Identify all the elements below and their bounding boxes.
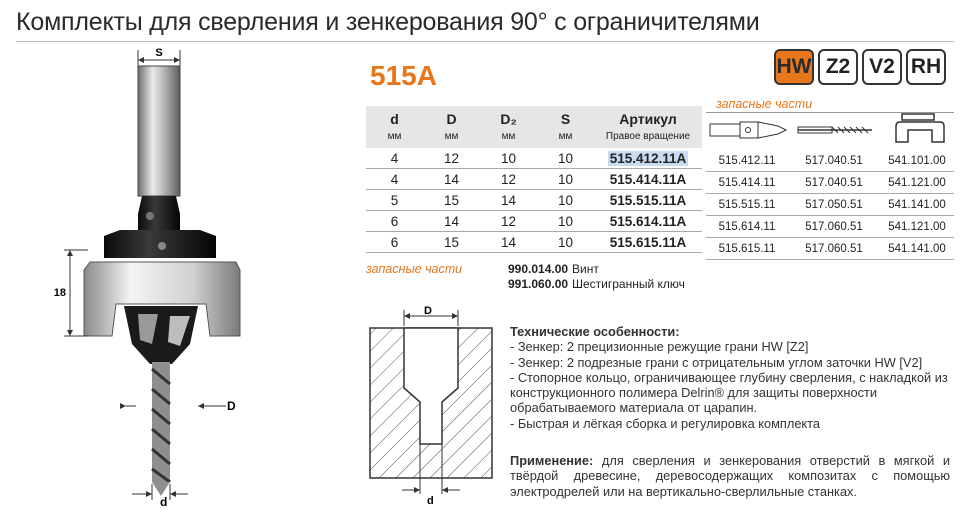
cell: 12: [480, 211, 537, 232]
spare-row: [706, 216, 954, 238]
table-header: [366, 106, 702, 148]
cell: 6: [366, 211, 423, 232]
spare-parts-table: [706, 150, 954, 260]
table-row: [366, 169, 702, 190]
spec-table: [366, 106, 702, 253]
dim-label-height: 18: [53, 287, 66, 299]
page-title: Комплекты для сверления и зенкерования 90° с ограничителями: [16, 8, 760, 36]
article-cell[interactable]: 515.412.11A: [594, 148, 702, 169]
cell: 14: [480, 232, 537, 253]
spare-cell: 517.050.51: [805, 198, 863, 211]
col-header-D2: D₂ мм: [480, 106, 537, 148]
tool-drawing: [40, 44, 270, 510]
cell: 4: [366, 169, 423, 190]
col-header-d: d мм: [366, 106, 423, 148]
countersink-pictogram: [708, 118, 788, 142]
cell: 15: [423, 232, 480, 253]
cell: 14: [480, 190, 537, 211]
spare-cell: 515.412.11: [718, 154, 776, 167]
feature-item: - Быстрая и лёгкая сборка и регулировка комплекта: [510, 415, 821, 431]
spare-cell: 517.060.51: [805, 220, 863, 233]
spare-parts-label: запасные части: [716, 97, 813, 111]
cell: 6: [366, 232, 423, 253]
hole-section-drawing: [366, 304, 496, 510]
spare-cell: 517.040.51: [805, 176, 863, 189]
list-item: 990.014.00 Винт: [508, 262, 599, 276]
spare-cell: 515.614.11: [718, 220, 776, 233]
hole-label-d: d: [427, 495, 434, 507]
cell: 10: [537, 190, 594, 211]
spare-cell: 541.141.00: [888, 242, 946, 255]
spare-cell: 517.060.51: [805, 242, 863, 255]
drill-bit-pictogram: [796, 118, 876, 142]
cell: 4: [366, 148, 423, 169]
article-cell[interactable]: 515.614.11A: [594, 211, 702, 232]
feature-badges: [774, 49, 946, 85]
cell: 10: [480, 148, 537, 169]
spare-cell: 541.121.00: [888, 176, 946, 189]
spare-cell: 541.141.00: [888, 198, 946, 211]
spare-cell: 541.101.00: [888, 154, 946, 167]
spare-row: [706, 150, 954, 172]
spare-cell: 541.121.00: [888, 220, 946, 233]
cell: 10: [537, 211, 594, 232]
cell: 10: [537, 169, 594, 190]
application-body: для сверления и зенкерования отверстий в мягкой и твёрдой древесине, деревосодержащих композитах с помощью электродрелей или на вертикально-сверлильные станках.: [510, 453, 950, 499]
cell: 12: [480, 169, 537, 190]
spare-cell: 517.040.51: [805, 154, 863, 167]
badge-z2: Z2: [818, 49, 858, 85]
feature-item: - Зенкер: 2 прецизионные режущие грани HW [Z2]: [510, 339, 809, 355]
application-text: [510, 453, 950, 499]
badge-rh: RH: [906, 49, 946, 85]
cell: 14: [423, 169, 480, 190]
dim-label-D: D: [227, 399, 236, 413]
feature-item: - Зенкер: 2 подрезные грани с отрицательным углом заточки HW [V2]: [510, 354, 923, 370]
list-item: 991.060.00 Шестигранный ключ: [508, 277, 685, 291]
article-cell[interactable]: 515.515.11A: [594, 190, 702, 211]
stop-ring-pictogram: [892, 112, 948, 146]
spare-row: [706, 238, 954, 260]
cell: 10: [537, 232, 594, 253]
dim-label-d: d: [160, 495, 168, 509]
spare-cell: 515.414.11: [718, 176, 776, 189]
col-header-S: S мм: [537, 106, 594, 148]
col-header-article: Артикул Правое вращение: [594, 106, 702, 148]
table-row: [366, 190, 702, 211]
spare-row: [706, 172, 954, 194]
technical-features: [510, 324, 950, 431]
cell: 14: [423, 211, 480, 232]
table-row: [366, 232, 702, 253]
product-code: 515A: [370, 60, 437, 91]
feature-item: - Стопорное кольцо, ограничивающее глубину сверления, с накладкой из конструкционного полимера Delrin® для защиты поверхности обрабатываемого материала от царапин.: [510, 369, 948, 416]
cell: 15: [423, 190, 480, 211]
spare-row: [706, 194, 954, 216]
spare-cell: 515.515.11: [718, 198, 776, 211]
spare-cell: 515.615.11: [718, 242, 776, 255]
hole-label-D: D: [424, 305, 432, 317]
cell: 10: [537, 148, 594, 169]
badge-hw: HW: [774, 49, 814, 85]
application-title: Применение:: [510, 453, 594, 468]
cell: 12: [423, 148, 480, 169]
table-row: [366, 211, 702, 232]
table-row: [366, 148, 702, 169]
dim-label-s: S: [155, 47, 163, 59]
extra-parts-list: [508, 262, 685, 292]
extra-parts-label: запасные части: [366, 262, 463, 276]
title-divider: [16, 41, 954, 42]
article-cell[interactable]: 515.615.11A: [594, 232, 702, 253]
cell: 5: [366, 190, 423, 211]
article-cell[interactable]: 515.414.11A: [594, 169, 702, 190]
features-title: Технические особенности:: [510, 324, 680, 339]
col-header-D: D мм: [423, 106, 480, 148]
badge-v2: V2: [862, 49, 902, 85]
